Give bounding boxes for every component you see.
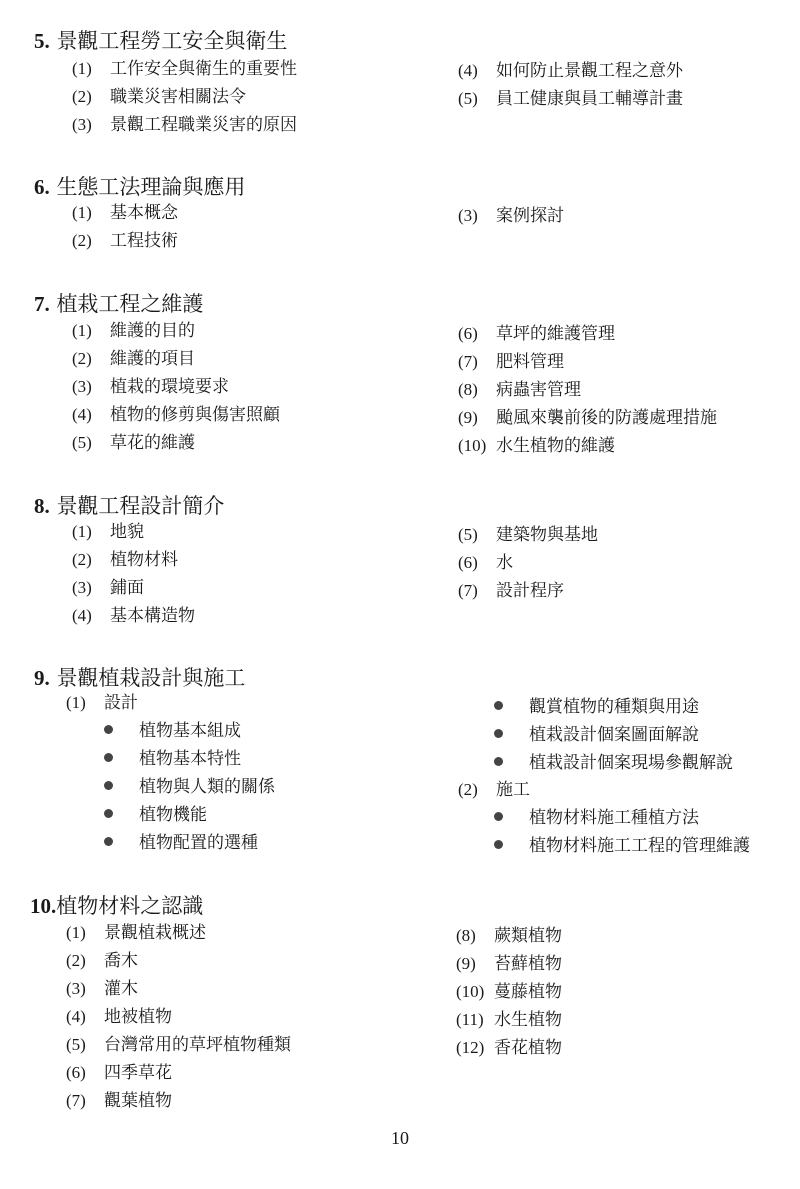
list-item — [72, 348, 195, 370]
item-index: (3) — [72, 115, 92, 134]
item-text: 施工 — [496, 780, 530, 800]
list-item — [458, 407, 717, 429]
section-9-heading — [34, 665, 245, 691]
list-item — [66, 692, 138, 714]
bullet-text: 植栽設計個案圖面解說 — [529, 725, 699, 745]
item-index: (5) — [458, 525, 478, 544]
list-item — [66, 922, 206, 944]
bullet-dot — [104, 809, 113, 818]
item-text: 水生植物 — [494, 1010, 562, 1030]
item-text: 維護的項目 — [110, 349, 195, 369]
item-text: 基本概念 — [110, 203, 178, 223]
section-title: 生態工法理論與應用 — [56, 175, 246, 199]
item-index: (7) — [66, 1091, 86, 1110]
item-index: (4) — [72, 405, 92, 424]
list-item — [72, 605, 195, 627]
bullet-dot — [494, 757, 503, 766]
list-item — [66, 1006, 172, 1028]
list-item — [72, 320, 195, 342]
list-item — [456, 1037, 562, 1059]
section-5-heading — [34, 28, 287, 54]
item-text: 職業災害相關法令 — [110, 87, 246, 107]
list-item — [66, 978, 138, 1000]
item-index: (10) — [458, 436, 487, 455]
item-text: 蔓藤植物 — [494, 982, 562, 1002]
item-text: 喬木 — [104, 951, 138, 971]
item-index: (6) — [458, 553, 478, 572]
item-index: (8) — [456, 926, 476, 945]
item-text: 地被植物 — [104, 1007, 172, 1027]
bullet-item — [494, 807, 699, 829]
list-item — [72, 58, 297, 80]
item-text: 景觀工程職業災害的原因 — [110, 115, 297, 135]
bullet-item — [494, 724, 699, 746]
item-text: 維護的目的 — [110, 321, 195, 341]
bullet-item — [104, 720, 241, 742]
item-index: (2) — [72, 550, 92, 569]
item-text: 植栽的環境要求 — [110, 377, 229, 397]
bullet-item — [104, 804, 207, 826]
bullet-dot — [104, 781, 113, 790]
item-index: (3) — [72, 377, 92, 396]
item-index: (4) — [66, 1007, 86, 1026]
list-item — [66, 950, 138, 972]
item-text: 案例探討 — [496, 206, 564, 226]
item-index: (2) — [72, 231, 92, 250]
item-text: 台灣常用的草坪植物種類 — [104, 1035, 291, 1055]
item-index: (5) — [458, 89, 478, 108]
item-text: 苔蘚植物 — [494, 954, 562, 974]
bullet-item — [104, 776, 275, 798]
item-index: (10) — [456, 982, 485, 1001]
item-index: (2) — [72, 87, 92, 106]
bullet-item — [494, 835, 750, 857]
list-item — [72, 549, 178, 571]
item-text: 草坪的維護管理 — [496, 324, 615, 344]
item-text: 灌木 — [104, 979, 138, 999]
item-text: 植物的修剪與傷害照顧 — [110, 405, 280, 425]
list-item — [66, 1062, 172, 1084]
item-index: (9) — [456, 954, 476, 973]
bullet-item — [494, 752, 733, 774]
list-item — [66, 1090, 172, 1112]
item-index: (8) — [458, 380, 478, 399]
item-index: (1) — [72, 522, 92, 541]
page-number: 10 — [391, 1128, 409, 1148]
bullet-dot — [494, 812, 503, 821]
item-index: (7) — [458, 581, 478, 600]
list-item — [72, 521, 144, 543]
item-text: 肥料管理 — [496, 352, 564, 372]
bullet-text: 植物與人類的關係 — [139, 777, 275, 797]
item-text: 建築物與基地 — [496, 525, 598, 545]
item-index: (1) — [66, 923, 86, 942]
list-item — [72, 230, 178, 252]
item-index: (6) — [66, 1063, 86, 1082]
item-text: 水 — [496, 553, 513, 573]
item-index: (6) — [458, 324, 478, 343]
item-index: (3) — [72, 578, 92, 597]
item-index: (7) — [458, 352, 478, 371]
item-text: 地貌 — [110, 522, 144, 542]
bullet-dot — [494, 701, 503, 710]
item-text: 工程技術 — [110, 231, 178, 251]
section-title: 景觀工程設計簡介 — [56, 494, 225, 518]
list-item — [72, 114, 297, 136]
item-index: (2) — [72, 349, 92, 368]
item-text: 設計 — [104, 693, 138, 713]
list-item — [72, 86, 246, 108]
bullet-text: 植物基本組成 — [139, 721, 241, 741]
bullet-text: 植物材料施工工程的管理維護 — [529, 836, 750, 856]
section-7-heading — [34, 291, 203, 317]
list-item — [458, 205, 564, 227]
item-index: (2) — [66, 951, 86, 970]
bullet-dot — [494, 840, 503, 849]
list-item — [72, 202, 178, 224]
section-8-heading — [34, 493, 224, 519]
bullet-text: 植栽設計個案現場參觀解說 — [529, 753, 733, 773]
list-item — [458, 379, 581, 401]
bullet-dot — [494, 729, 503, 738]
list-item — [72, 404, 280, 426]
item-text: 景觀植栽概述 — [104, 923, 206, 943]
list-item — [458, 524, 598, 546]
item-text: 病蟲害管理 — [496, 380, 581, 400]
item-text: 蕨類植物 — [494, 926, 562, 946]
section-10-heading — [30, 893, 203, 919]
item-index: (5) — [66, 1035, 86, 1054]
bullet-dot — [104, 725, 113, 734]
section-number: 9. — [34, 666, 50, 690]
item-index: (9) — [458, 408, 478, 427]
item-text: 草花的維護 — [110, 433, 195, 453]
item-index: (4) — [458, 61, 478, 80]
item-text: 基本構造物 — [110, 606, 195, 626]
section-number: 6. — [34, 175, 50, 199]
list-item — [458, 552, 513, 574]
list-item — [458, 88, 683, 110]
item-text: 颱風來襲前後的防護處理措施 — [496, 408, 717, 428]
bullet-item — [494, 696, 699, 718]
item-index: (1) — [72, 203, 92, 222]
item-index: (2) — [458, 780, 478, 799]
bullet-text: 觀賞植物的種類與用途 — [529, 697, 699, 717]
bullet-text: 植物配置的選種 — [139, 833, 258, 853]
section-number: 7. — [34, 292, 50, 316]
item-text: 香花植物 — [494, 1038, 562, 1058]
item-index: (4) — [72, 606, 92, 625]
bullet-text: 植物材料施工種植方法 — [529, 808, 699, 828]
list-item — [458, 323, 615, 345]
list-item — [456, 953, 562, 975]
item-index: (1) — [72, 321, 92, 340]
list-item — [458, 580, 564, 602]
list-item — [66, 1034, 291, 1056]
section-title: 景觀工程勞工安全與衛生 — [56, 29, 288, 53]
list-item — [72, 432, 195, 454]
item-text: 鋪面 — [110, 578, 144, 598]
item-text: 工作安全與衛生的重要性 — [110, 59, 297, 79]
item-text: 四季草花 — [104, 1063, 172, 1083]
section-title: 植栽工程之維護 — [56, 292, 204, 316]
item-text: 水生植物的維護 — [496, 436, 615, 456]
bullet-dot — [104, 837, 113, 846]
bullet-text: 植物基本特性 — [139, 749, 241, 769]
list-item — [456, 925, 562, 947]
item-index: (3) — [66, 979, 86, 998]
list-item — [72, 376, 229, 398]
list-item — [72, 577, 144, 599]
list-item — [458, 435, 615, 457]
item-text: 如何防止景觀工程之意外 — [496, 61, 683, 81]
section-number: 8. — [34, 494, 50, 518]
section-number: 10. — [30, 894, 57, 918]
item-text: 員工健康與員工輔導計畫 — [496, 89, 683, 109]
item-text: 植物材料 — [110, 550, 178, 570]
item-index: (12) — [456, 1038, 485, 1057]
section-title: 景觀植栽設計與施工 — [56, 666, 246, 690]
item-index: (1) — [72, 59, 92, 78]
bullet-item — [104, 748, 241, 770]
bullet-item — [104, 832, 258, 854]
item-index: (11) — [456, 1010, 484, 1029]
bullet-text: 植物機能 — [139, 805, 207, 825]
section-6-heading — [34, 174, 245, 200]
list-item — [456, 981, 562, 1003]
list-item — [456, 1009, 562, 1031]
item-index: (5) — [72, 433, 92, 452]
list-item — [458, 60, 683, 82]
section-number: 5. — [34, 29, 50, 53]
list-item — [458, 779, 530, 801]
item-text: 觀葉植物 — [104, 1091, 172, 1111]
bullet-dot — [104, 753, 113, 762]
item-index: (1) — [66, 693, 86, 712]
list-item — [458, 351, 564, 373]
item-text: 設計程序 — [496, 581, 564, 601]
section-title: 植物材料之認識 — [56, 894, 204, 918]
item-index: (3) — [458, 206, 478, 225]
